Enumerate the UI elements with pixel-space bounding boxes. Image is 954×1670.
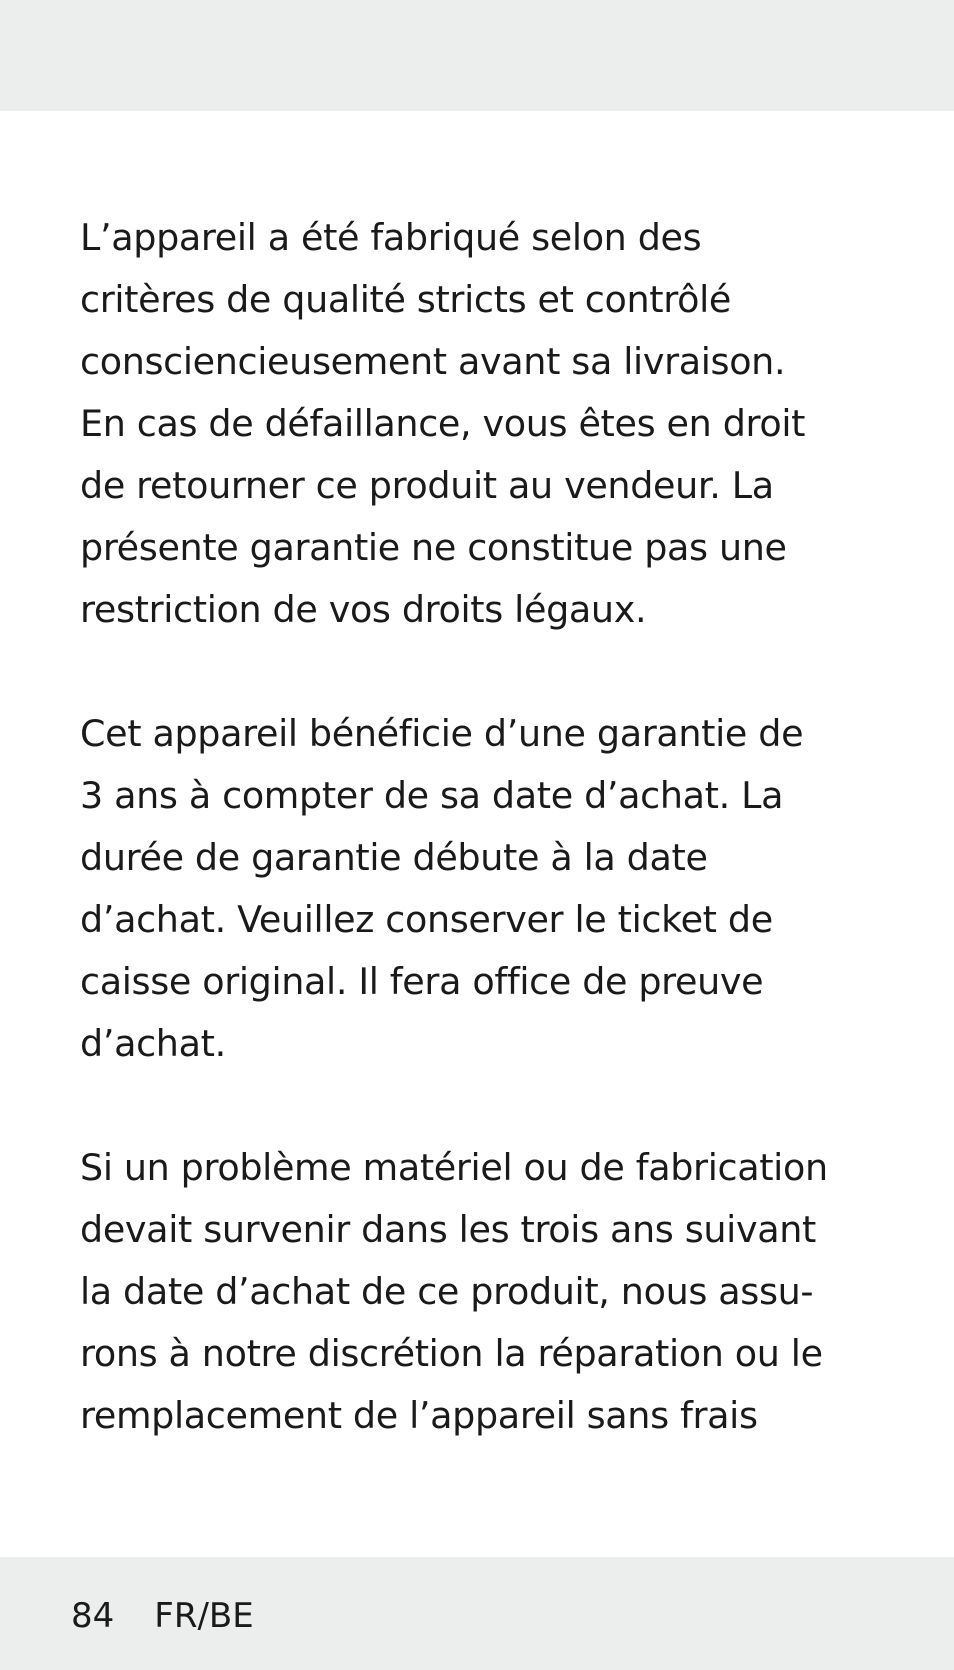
paragraph-spacer: [80, 641, 880, 703]
paragraph-warranty-period: [80, 703, 880, 1075]
locale-label: FR/BE: [154, 1596, 254, 1636]
header-band: [0, 0, 954, 111]
paragraph-repair: [80, 1137, 880, 1447]
text-line: la date d’achat de ce produit, nous assu-: [80, 1270, 814, 1313]
page-footer: [71, 1596, 254, 1636]
text-line: En cas de défaillance, vous êtes en droit: [80, 402, 806, 445]
text-line: de retourner ce produit au vendeur. La: [80, 464, 774, 507]
text-line: rons à notre discrétion la réparation ou le: [80, 1332, 823, 1375]
text-line: présente garantie ne constitue pas une: [80, 526, 787, 569]
text-line: L’appareil a été fabriqué selon des: [80, 216, 702, 259]
text-line: restriction de vos droits légaux.: [80, 588, 647, 631]
paragraph-spacer: [80, 1075, 880, 1137]
text-line: 3 ans à compter de sa date d’achat. La: [80, 774, 784, 817]
body-text: [80, 207, 880, 1447]
text-line: durée de garantie débute à la date: [80, 836, 708, 879]
text-line: consciencieusement avant sa livraison.: [80, 340, 786, 383]
text-line: remplacement de l’appareil sans frais: [80, 1394, 758, 1437]
text-line: Si un problème matériel ou de fabrication: [80, 1146, 828, 1189]
text-line: d’achat.: [80, 1022, 226, 1065]
text-line: critères de qualité stricts et contrôlé: [80, 278, 731, 321]
page-number: 84: [71, 1596, 115, 1636]
text-line: devait survenir dans les trois ans suivant: [80, 1208, 816, 1251]
text-line: d’achat. Veuillez conserver le ticket de: [80, 898, 773, 941]
text-line: caisse original. Il fera office de preuve: [80, 960, 764, 1003]
text-line: Cet appareil bénéficie d’une garantie de: [80, 712, 804, 755]
paragraph-quality: [80, 207, 880, 641]
